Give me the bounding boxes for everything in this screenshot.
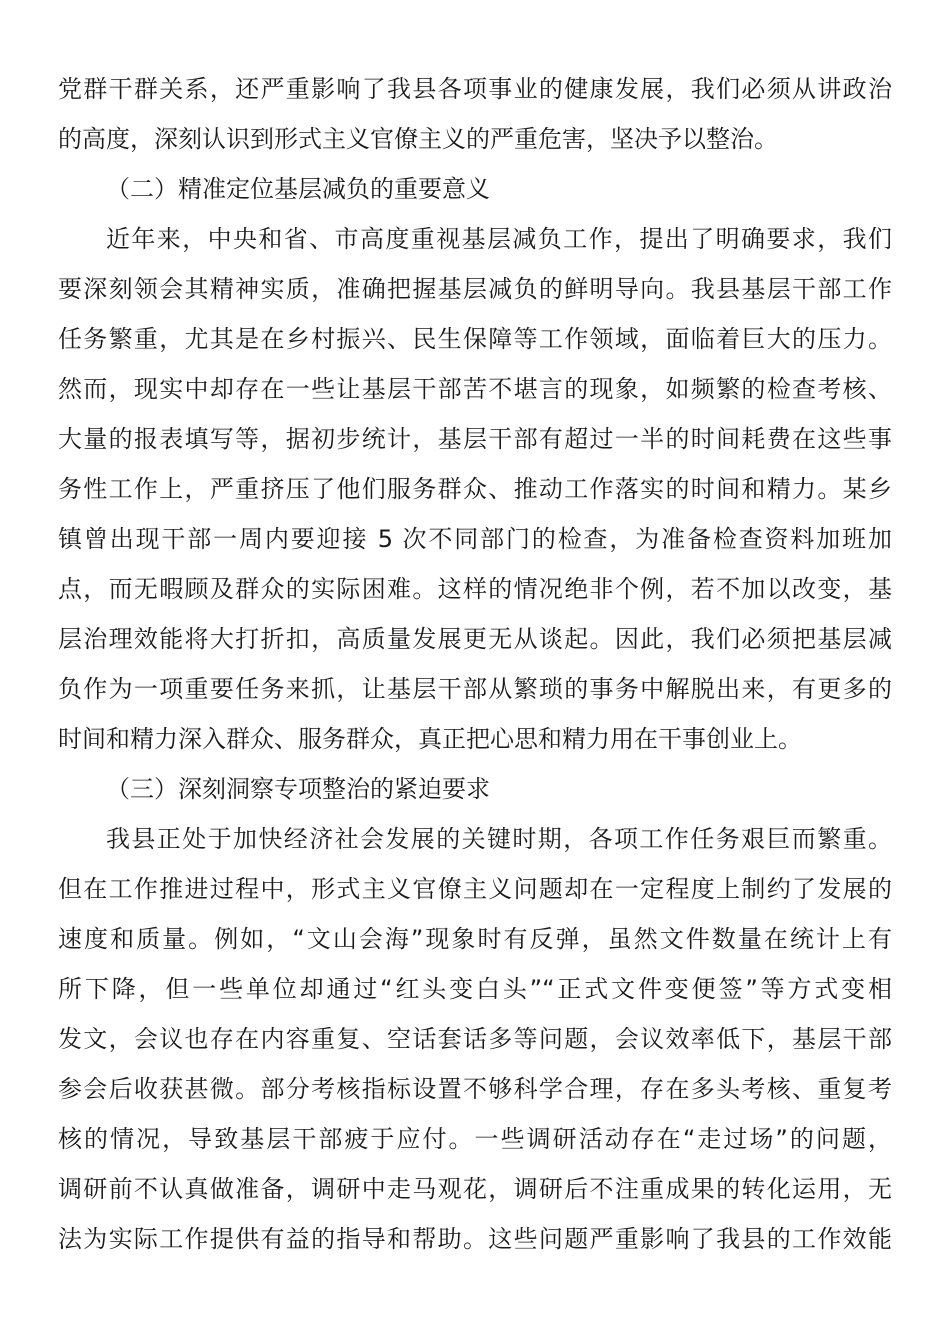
paragraph-line: 要深刻领会其精神实质，准确把握基层减负的鲜明导向。我县基层干部工作 (58, 275, 892, 303)
paragraph-line: 时间和精力深入群众、服务群众，真正把心思和精力用在干事创业上。 (58, 725, 802, 753)
paragraph-line: 法为实际工作提供有益的指导和帮助。这些问题严重影响了我县的工作效能 (58, 1225, 892, 1253)
paragraph-line: 党群干群关系，还严重影响了我县各项事业的健康发展，我们必须从讲政治 (58, 75, 892, 103)
paragraph-line: 点，而无暇顾及群众的实际困难。这样的情况绝非个例，若不加以改变，基 (58, 575, 892, 603)
paragraph-line: 的高度，深刻认识到形式主义官僚主义的严重危害，坚决予以整治。 (58, 125, 778, 153)
paragraph-line: 核的情况，导致基层干部疲于应付。一些调研活动存在“走过场”的问题， (58, 1125, 892, 1153)
paragraph-line: 然而，现实中却存在一些让基层干部苦不堪言的现象，如频繁的检查考核、 (58, 375, 892, 403)
paragraph-line: 镇曾出现干部一周内要迎接 5 次不同部门的检查，为准备检查资料加班加 (58, 525, 892, 553)
paragraph-line: 层治理效能将大打折扣，高质量发展更无从谈起。因此，我们必须把基层减 (58, 625, 892, 653)
paragraph-line: 发文，会议也存在内容重复、空话套话多等问题，会议效率低下，基层干部 (58, 1025, 892, 1053)
paragraph-line: 调研前不认真做准备，调研中走马观花，调研后不注重成果的转化运用，无 (58, 1175, 892, 1203)
paragraph-line: 我县正处于加快经济社会发展的关键时期，各项工作任务艰巨而繁重。 (106, 825, 892, 853)
paragraph-line: 大量的报表填写等，据初步统计，基层干部有超过一半的时间耗费在这些事 (58, 425, 892, 453)
paragraph-line: 负作为一项重要任务来抓，让基层干部从繁琐的事务中解脱出来，有更多的 (58, 675, 892, 703)
paragraph-line: 参会后收获甚微。部分考核指标设置不够科学合理，存在多头考核、重复考 (58, 1075, 892, 1103)
paragraph-line: 速度和质量。例如，“文山会海”现象时有反弹，虽然文件数量在统计上有 (58, 925, 892, 953)
paragraph-line: 所下降，但一些单位却通过“红头变白头”“正式文件变便签”等方式变相 (58, 975, 892, 1003)
paragraph-line: 务性工作上，严重挤压了他们服务群众、推动工作落实的时间和精力。某乡 (58, 475, 892, 503)
paragraph-line: 但在工作推进过程中，形式主义官僚主义问题却在一定程度上制约了发展的 (58, 875, 892, 903)
paragraph-line: 任务繁重，尤其是在乡村振兴、民生保障等工作领域，面临着巨大的压力。 (58, 325, 892, 353)
section-heading: （二）精准定位基层减负的重要意义 (106, 175, 490, 203)
section-heading: （三）深刻洞察专项整治的紧迫要求 (106, 775, 490, 803)
paragraph-line: 近年来，中央和省、市高度重视基层减负工作，提出了明确要求，我们 (106, 225, 892, 253)
